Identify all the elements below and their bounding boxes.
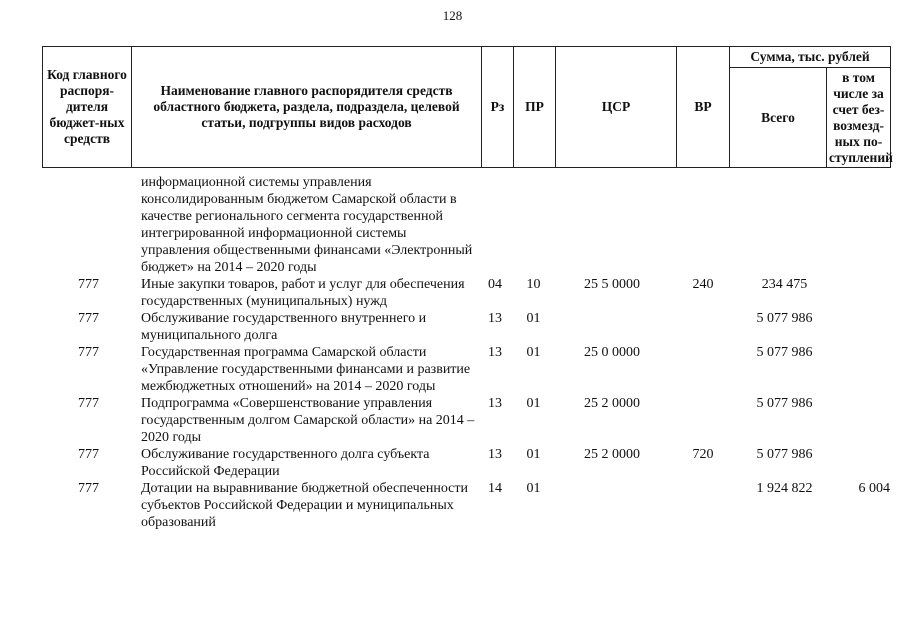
- cell-code: 777: [78, 481, 99, 496]
- cell-rz: 04: [488, 277, 502, 292]
- cell-pr: 01: [526, 345, 541, 360]
- cell-free: 6 004: [858, 481, 890, 496]
- cell-rz: 13: [488, 447, 502, 462]
- cell-csr: 25 2 0000: [584, 396, 640, 411]
- table-row: [42, 276, 890, 310]
- table-row: [42, 480, 890, 531]
- cell-code: 777: [78, 277, 99, 292]
- cell-pr: 10: [526, 277, 541, 292]
- page-number: 128: [442, 8, 463, 23]
- cell-total: 234 475: [761, 277, 808, 292]
- header-total: Всего: [730, 68, 827, 168]
- cell-name: Государственная программа Самарской области «Управление государственными финансами и развитие межбюджетных отношений» на 2014 – 2020 годы: [141, 345, 471, 394]
- table-row: [42, 344, 890, 395]
- table-body: [42, 174, 890, 531]
- cell-rz: 14: [488, 481, 502, 496]
- cell-rz: 13: [488, 311, 502, 326]
- table-row: [42, 395, 890, 446]
- cell-code: 777: [78, 345, 99, 360]
- header-free: в том числе за счет без-возмезд-ных по-ступлений: [827, 68, 891, 168]
- cell-name: информационной системы управления консолидированным бюджетом Самарской области в качестве регионального сегмента государственной интегрированной информационной системы управления общественными финансами «Электронный бюджет» на 2014 – 2020 годы: [141, 175, 473, 275]
- table-row: [42, 446, 890, 480]
- table-header: [42, 46, 891, 168]
- header-code: Код главного распоря-дителя бюджет-ных средств: [43, 47, 132, 168]
- cell-name: Обслуживание государственного долга субъекта Российской Федерации: [141, 447, 430, 479]
- table-row: [42, 310, 890, 344]
- header-csr: ЦСР: [556, 47, 677, 168]
- table-row: [42, 174, 890, 276]
- cell-code: 777: [78, 396, 99, 411]
- cell-rz: 13: [488, 396, 502, 411]
- cell-total: 5 077 986: [756, 311, 813, 326]
- header-vr: ВР: [677, 47, 730, 168]
- header-pr: ПР: [514, 47, 556, 168]
- cell-name: Дотации на выравнивание бюджетной обеспеченности субъектов Российской Федерации и муниципальных образований: [141, 481, 468, 530]
- cell-csr: 25 5 0000: [584, 277, 640, 292]
- cell-total: 5 077 986: [756, 396, 813, 411]
- cell-name: Обслуживание государственного внутреннего и муниципального долга: [141, 311, 427, 343]
- cell-name: Иные закупки товаров, работ и услуг для обеспечения государственных (муниципальных) нужд: [141, 277, 465, 309]
- cell-code: 777: [78, 447, 99, 462]
- cell-total: 1 924 822: [756, 481, 813, 496]
- cell-csr: 25 0 0000: [584, 345, 640, 360]
- cell-pr: 01: [526, 396, 541, 411]
- header-name: Наименование главного распорядителя средств областного бюджета, раздела, подраздела, целевой статьи, подгруппы видов расходов: [132, 47, 482, 168]
- cell-vr: 240: [692, 277, 714, 292]
- cell-name: Подпрограмма «Совершенствование управления государственным долгом Самарской области» на 2014 – 2020 годы: [141, 396, 475, 445]
- cell-pr: 01: [526, 311, 541, 326]
- header-sum: Сумма, тыс. рублей: [730, 47, 891, 68]
- cell-vr: 720: [692, 447, 714, 462]
- cell-pr: 01: [526, 447, 541, 462]
- cell-pr: 01: [526, 481, 541, 496]
- cell-code: 777: [78, 311, 99, 326]
- cell-total: 5 077 986: [756, 345, 813, 360]
- cell-csr: 25 2 0000: [584, 447, 640, 462]
- cell-total: 5 077 986: [756, 447, 813, 462]
- cell-rz: 13: [488, 345, 502, 360]
- header-rz: Рз: [482, 47, 514, 168]
